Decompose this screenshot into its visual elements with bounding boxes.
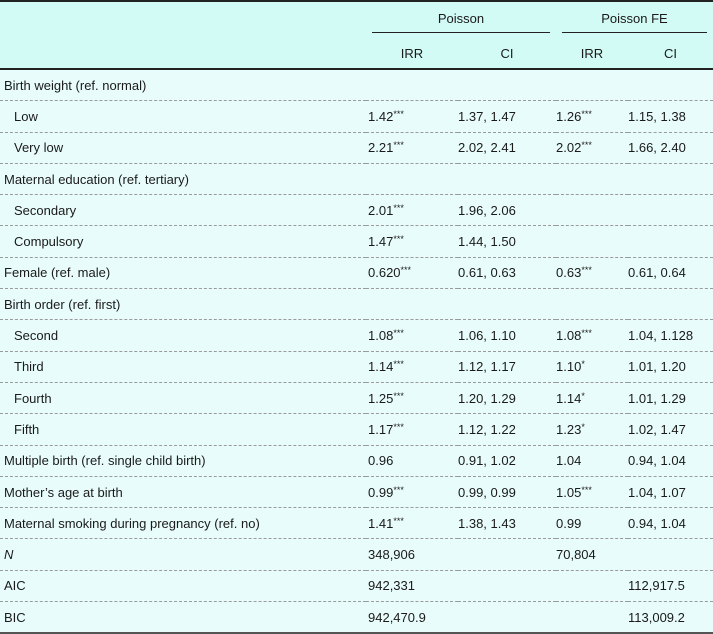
cell-ci bbox=[458, 445, 556, 476]
row-label-value: Low bbox=[14, 108, 38, 124]
row-label-value: Multiple birth (ref. single child birth) bbox=[4, 453, 206, 469]
table-row bbox=[0, 351, 713, 382]
cell-irr bbox=[366, 414, 458, 445]
cell-irr bbox=[366, 476, 458, 507]
cell-ci-fe-value: 112,917.5 bbox=[628, 578, 685, 594]
group-poisson-fe: Poisson FE bbox=[556, 1, 713, 39]
cell-irr bbox=[366, 570, 458, 601]
cell-irr bbox=[366, 445, 458, 476]
cell-ci-fe-value: 1.15, 1.38 bbox=[628, 108, 686, 124]
cell-irr-value: 1.41 bbox=[368, 515, 394, 531]
cell-irr-fe bbox=[556, 602, 628, 634]
cell-ci-fe bbox=[628, 539, 713, 570]
row-label bbox=[0, 101, 366, 132]
row-label-value: Maternal smoking during pregnancy (ref. no) bbox=[4, 515, 260, 531]
cell-irr bbox=[366, 226, 458, 257]
cell-ci-value: 1.20, 1.29 bbox=[458, 390, 516, 406]
cell-ci-fe bbox=[628, 132, 713, 163]
table-row bbox=[0, 163, 713, 194]
cell-ci-value: 1.12, 1.22 bbox=[458, 421, 516, 437]
row-label bbox=[0, 257, 366, 288]
table-row bbox=[0, 382, 713, 413]
header-blank bbox=[0, 39, 366, 69]
cell-irr-fe-value: 1.05 bbox=[556, 484, 582, 500]
row-label-value: Fifth bbox=[14, 421, 40, 437]
cell-ci-fe-value: 1.01, 1.20 bbox=[628, 359, 686, 375]
row-label bbox=[0, 570, 366, 601]
row-label-value: Female (ref. male) bbox=[4, 265, 111, 281]
row-label bbox=[0, 539, 366, 570]
cell-irr-fe-value: 2.02 bbox=[556, 140, 582, 156]
cell-irr-fe bbox=[556, 476, 628, 507]
significance-stars: * bbox=[581, 390, 585, 401]
cell-irr-value: 0.99 bbox=[368, 484, 394, 500]
cell-ci bbox=[458, 539, 556, 570]
cell-irr-fe-value: 70,804 bbox=[556, 547, 596, 563]
cell-ci-fe bbox=[628, 195, 713, 226]
cell-irr-fe-value: 0.99 bbox=[556, 515, 582, 531]
cell-irr-fe bbox=[556, 382, 628, 413]
cell-irr-value: 1.25 bbox=[368, 390, 394, 406]
cell-ci-value: 1.44, 1.50 bbox=[458, 234, 516, 250]
cell-ci-value: 1.96, 2.06 bbox=[458, 202, 516, 218]
row-label-value: Maternal education (ref. tertiary) bbox=[4, 171, 189, 187]
cell-ci-value: 1.06, 1.10 bbox=[458, 328, 516, 344]
cell-irr-value: 1.42 bbox=[368, 108, 394, 124]
col-ci: CI bbox=[458, 39, 556, 69]
row-label bbox=[0, 476, 366, 507]
row-label-value: Mother’s age at birth bbox=[4, 484, 123, 500]
cell-ci bbox=[458, 195, 556, 226]
col-ci-fe: CI bbox=[628, 39, 713, 69]
cell-ci-value: 2.02, 2.41 bbox=[458, 140, 516, 156]
cell-irr-value: 0.96 bbox=[368, 453, 394, 469]
row-label-value: Second bbox=[14, 328, 59, 344]
table-row bbox=[0, 508, 713, 539]
cell-ci-fe bbox=[628, 382, 713, 413]
cell-ci-fe bbox=[628, 320, 713, 351]
row-label-value: AIC bbox=[4, 578, 26, 594]
row-label bbox=[0, 414, 366, 445]
significance-stars: *** bbox=[393, 202, 404, 213]
cell-ci bbox=[458, 320, 556, 351]
cell-ci bbox=[458, 570, 556, 601]
cell-ci-fe bbox=[628, 226, 713, 257]
table-row bbox=[0, 570, 713, 601]
row-label bbox=[0, 289, 366, 320]
cell-ci-fe bbox=[628, 476, 713, 507]
cell-irr-fe bbox=[556, 257, 628, 288]
cell-ci bbox=[458, 101, 556, 132]
cell-irr-fe bbox=[556, 570, 628, 601]
cell-irr-value: 1.47 bbox=[368, 234, 394, 250]
table-row bbox=[0, 195, 713, 226]
cell-ci-fe-value: 1.04, 1.128 bbox=[628, 328, 694, 344]
table-row bbox=[0, 320, 713, 351]
cell-ci bbox=[458, 289, 556, 320]
cell-ci bbox=[458, 476, 556, 507]
cell-irr-fe-value: 1.26 bbox=[556, 108, 582, 124]
row-label-value: Secondary bbox=[14, 202, 77, 218]
cell-irr bbox=[366, 602, 458, 634]
row-label bbox=[0, 226, 366, 257]
cell-irr-value: 942,331 bbox=[368, 578, 415, 594]
significance-stars: *** bbox=[581, 484, 592, 495]
cell-irr-fe-value: 1.14 bbox=[556, 390, 582, 406]
cell-irr bbox=[366, 257, 458, 288]
cell-ci bbox=[458, 226, 556, 257]
cell-irr-fe bbox=[556, 132, 628, 163]
cell-irr bbox=[366, 539, 458, 570]
cell-ci-fe bbox=[628, 570, 713, 601]
significance-stars: *** bbox=[393, 140, 404, 151]
cell-irr-fe bbox=[556, 539, 628, 570]
cell-irr-fe bbox=[556, 163, 628, 194]
cell-ci-fe-value: 0.61, 0.64 bbox=[628, 265, 686, 281]
significance-stars: *** bbox=[581, 140, 592, 151]
cell-ci-fe bbox=[628, 163, 713, 194]
row-label bbox=[0, 320, 366, 351]
cell-irr-value: 2.01 bbox=[368, 202, 394, 218]
cell-ci-fe bbox=[628, 351, 713, 382]
significance-stars: * bbox=[581, 359, 585, 370]
cell-irr-value: 348,906 bbox=[368, 547, 415, 563]
cell-ci bbox=[458, 414, 556, 445]
col-irr-fe: IRR bbox=[556, 39, 628, 69]
significance-stars: *** bbox=[581, 328, 592, 339]
table-row bbox=[0, 602, 713, 634]
cell-ci bbox=[458, 69, 556, 101]
cell-irr-fe bbox=[556, 69, 628, 101]
cell-ci-fe bbox=[628, 414, 713, 445]
cell-ci-value: 1.12, 1.17 bbox=[458, 359, 516, 375]
row-label-value: Third bbox=[14, 359, 44, 375]
table-row bbox=[0, 69, 713, 101]
cell-ci-value: 1.37, 1.47 bbox=[458, 108, 516, 124]
cell-ci-fe bbox=[628, 445, 713, 476]
row-label-value: Compulsory bbox=[14, 234, 84, 250]
cell-irr bbox=[366, 195, 458, 226]
significance-stars: *** bbox=[393, 359, 404, 370]
header-blank bbox=[0, 1, 366, 39]
table-row bbox=[0, 289, 713, 320]
cell-irr bbox=[366, 289, 458, 320]
cell-ci-fe-value: 0.94, 1.04 bbox=[628, 453, 686, 469]
cell-ci bbox=[458, 602, 556, 634]
significance-stars: *** bbox=[581, 108, 592, 119]
cell-irr-fe bbox=[556, 226, 628, 257]
significance-stars: *** bbox=[581, 265, 592, 276]
cell-ci bbox=[458, 351, 556, 382]
cell-irr bbox=[366, 163, 458, 194]
row-label bbox=[0, 602, 366, 634]
cell-irr-fe-value: 1.10 bbox=[556, 359, 582, 375]
row-label bbox=[0, 445, 366, 476]
cell-irr-fe bbox=[556, 320, 628, 351]
cell-ci-fe bbox=[628, 69, 713, 101]
significance-stars: * bbox=[581, 421, 585, 432]
cell-irr-fe-value: 1.08 bbox=[556, 328, 582, 344]
table-row bbox=[0, 226, 713, 257]
header-group-row bbox=[0, 1, 713, 39]
row-label-value: BIC bbox=[4, 609, 26, 625]
table-row bbox=[0, 257, 713, 288]
significance-stars: *** bbox=[393, 108, 404, 119]
cell-irr-fe bbox=[556, 351, 628, 382]
cell-irr-fe bbox=[556, 414, 628, 445]
row-label bbox=[0, 382, 366, 413]
cell-ci bbox=[458, 257, 556, 288]
cell-ci-value: 0.61, 0.63 bbox=[458, 265, 516, 281]
row-label bbox=[0, 163, 366, 194]
cell-irr bbox=[366, 132, 458, 163]
cell-irr bbox=[366, 351, 458, 382]
row-label-value: Fourth bbox=[14, 390, 52, 406]
cell-irr-fe bbox=[556, 289, 628, 320]
cell-irr bbox=[366, 69, 458, 101]
row-label bbox=[0, 351, 366, 382]
cell-ci bbox=[458, 382, 556, 413]
cell-irr-value: 1.17 bbox=[368, 421, 394, 437]
cell-irr-value: 0.620 bbox=[368, 265, 401, 281]
row-label-value: N bbox=[4, 547, 14, 563]
cell-irr-fe-value: 1.04 bbox=[556, 453, 582, 469]
cell-ci-fe bbox=[628, 101, 713, 132]
group-poisson: Poisson bbox=[366, 1, 556, 39]
table-body bbox=[0, 69, 713, 633]
cell-ci-value: 1.38, 1.43 bbox=[458, 515, 516, 531]
significance-stars: *** bbox=[393, 515, 404, 526]
significance-stars: *** bbox=[393, 390, 404, 401]
cell-ci bbox=[458, 508, 556, 539]
cell-ci bbox=[458, 163, 556, 194]
table-row bbox=[0, 539, 713, 570]
col-irr: IRR bbox=[366, 39, 458, 69]
cell-ci-fe-value: 1.01, 1.29 bbox=[628, 390, 686, 406]
table-row bbox=[0, 414, 713, 445]
significance-stars: *** bbox=[400, 265, 412, 276]
table-row bbox=[0, 132, 713, 163]
cell-irr-value: 1.08 bbox=[368, 328, 394, 344]
cell-ci-fe bbox=[628, 508, 713, 539]
cell-ci-fe-value: 1.04, 1.07 bbox=[628, 484, 686, 500]
significance-stars: *** bbox=[393, 484, 404, 495]
row-label bbox=[0, 132, 366, 163]
cell-irr-value: 2.21 bbox=[368, 140, 394, 156]
row-label-value: Birth weight (ref. normal) bbox=[4, 77, 147, 93]
cell-irr bbox=[366, 508, 458, 539]
cell-irr bbox=[366, 101, 458, 132]
cell-ci-fe-value: 1.02, 1.47 bbox=[628, 421, 686, 437]
cell-irr-fe-value: 1.23 bbox=[556, 421, 582, 437]
cell-irr-fe bbox=[556, 508, 628, 539]
cell-ci-value: 0.99, 0.99 bbox=[458, 484, 516, 500]
cell-irr-value: 942,470.9 bbox=[368, 609, 426, 625]
table-header bbox=[0, 1, 713, 69]
cell-ci-value: 0.91, 1.02 bbox=[458, 453, 516, 469]
row-label bbox=[0, 508, 366, 539]
cell-irr-fe bbox=[556, 445, 628, 476]
cell-ci-fe-value: 0.94, 1.04 bbox=[628, 515, 686, 531]
row-label bbox=[0, 195, 366, 226]
row-label-value: Very low bbox=[14, 140, 64, 156]
cell-irr-fe bbox=[556, 101, 628, 132]
row-label-value: Birth order (ref. first) bbox=[4, 296, 121, 312]
cell-ci-fe bbox=[628, 289, 713, 320]
cell-ci-fe bbox=[628, 257, 713, 288]
cell-irr-fe bbox=[556, 195, 628, 226]
cell-irr bbox=[366, 320, 458, 351]
significance-stars: *** bbox=[393, 421, 404, 432]
header-column-row bbox=[0, 39, 713, 69]
row-label bbox=[0, 69, 366, 101]
significance-stars: *** bbox=[393, 234, 404, 245]
cell-irr bbox=[366, 382, 458, 413]
table-row bbox=[0, 445, 713, 476]
cell-ci bbox=[458, 132, 556, 163]
cell-irr-value: 1.14 bbox=[368, 359, 394, 375]
significance-stars: *** bbox=[393, 328, 404, 339]
table-row bbox=[0, 101, 713, 132]
cell-irr-fe-value: 0.63 bbox=[556, 265, 582, 281]
cell-ci-fe-value: 113,009.2 bbox=[628, 609, 685, 625]
cell-ci-fe-value: 1.66, 2.40 bbox=[628, 140, 686, 156]
cell-ci-fe bbox=[628, 602, 713, 634]
table-row bbox=[0, 476, 713, 507]
